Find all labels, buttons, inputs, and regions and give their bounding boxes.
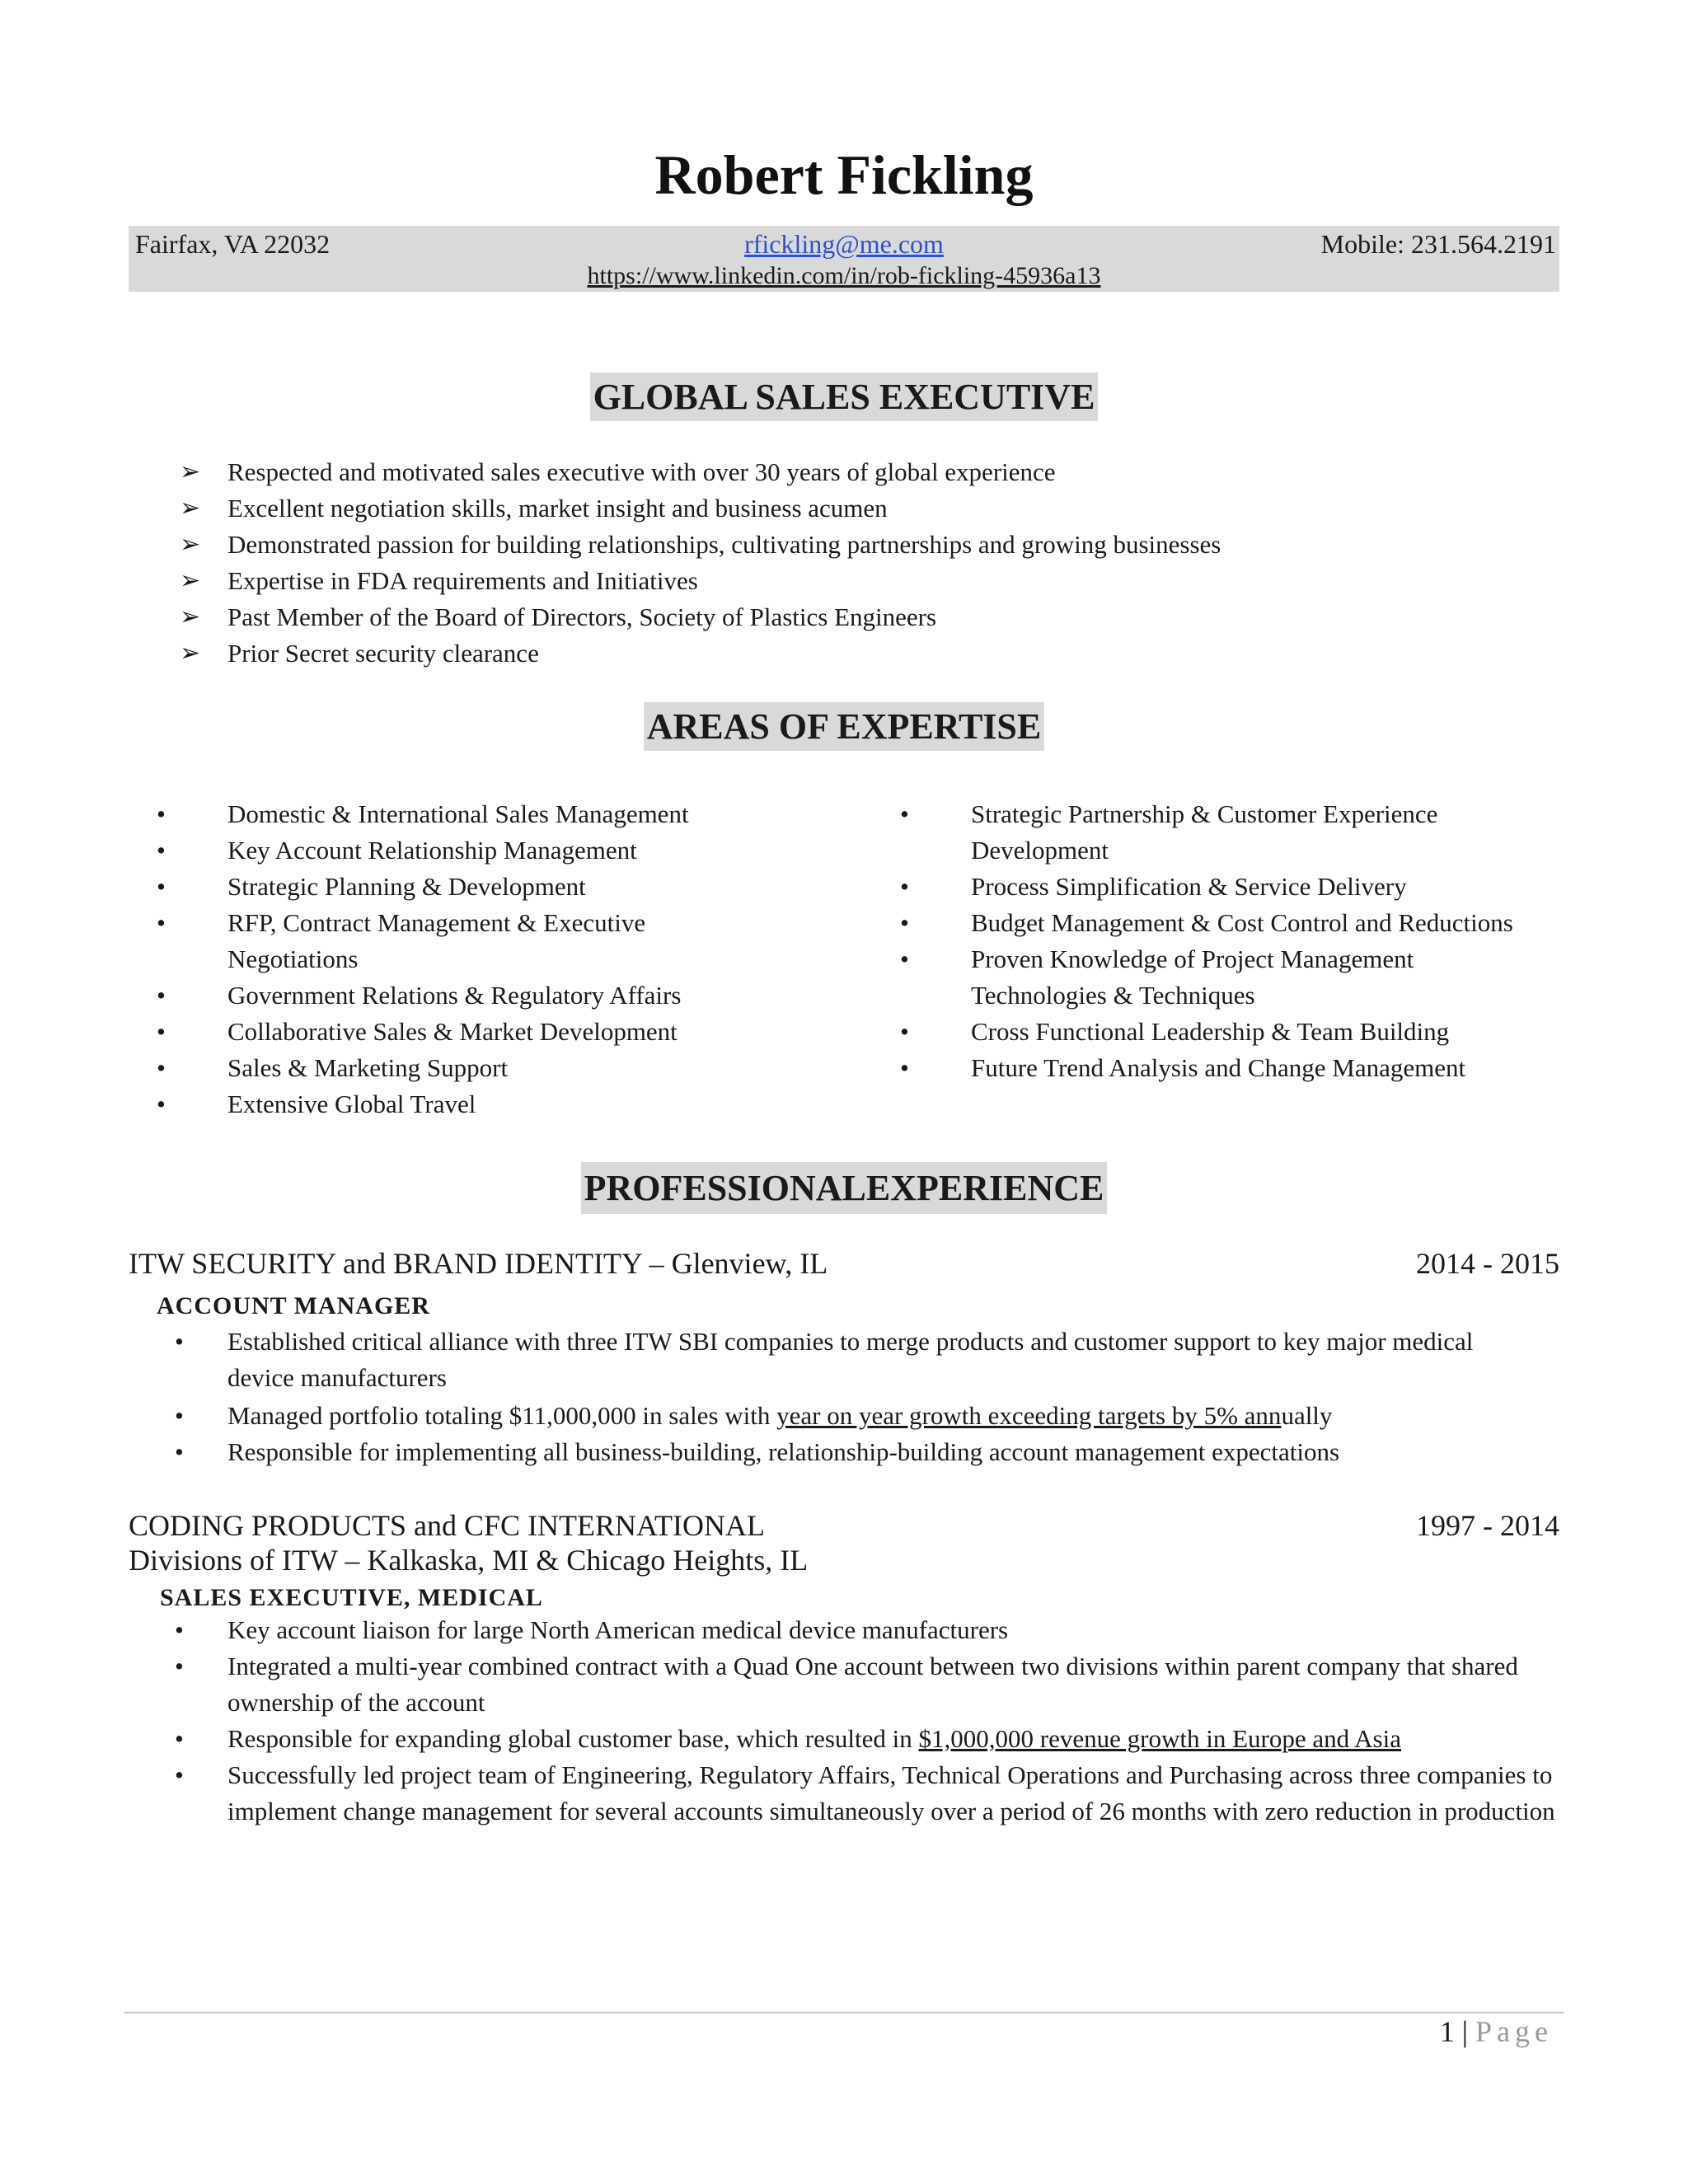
bullet-dot: •	[175, 1760, 184, 1789]
page-label: Page	[1475, 2015, 1553, 2048]
bullet-dot: •	[175, 1437, 184, 1466]
bullet-dot: •	[157, 981, 166, 1010]
job-bullet-text: Established critical alliance with three ITW SBI companies to merge products and customer support to key major medical device manufacturers	[227, 1327, 1474, 1392]
summary-item-text: Demonstrated passion for building relationships, cultivating partnerships and growing businesses	[227, 530, 1221, 559]
bullet-dot: •	[157, 1017, 166, 1046]
job-bullet-text: Key account liaison for large North American medical device manufacturers	[227, 1615, 1009, 1644]
bullet-dot: •	[900, 908, 909, 937]
company-name: CODING PRODUCTS and CFC INTERNATIONAL	[129, 1509, 766, 1542]
job-bullet-text	[227, 1721, 1559, 1757]
experience-heading-e: E	[865, 1168, 891, 1208]
expertise-heading: AREAS OF EXPERTISE	[644, 702, 1044, 751]
bullet-dot: •	[175, 1615, 184, 1644]
job-bullet-text-part: Managed portfolio totaling $11,000,000 in sales with	[227, 1401, 777, 1430]
bullet-dot: •	[157, 908, 166, 937]
location-text: Fairfax, VA 22032	[135, 229, 331, 259]
job-bullet-text: Successfully led project team of Engineering, Regulatory Affairs, Technical Operations and Purchasing across three companies to implement change management for several accounts simultaneously over a period of 26 months with zero reduction in production	[227, 1760, 1555, 1825]
page-separator: |	[1461, 2015, 1469, 2048]
job-bullet-text	[227, 1398, 1559, 1434]
bullet-dot: •	[175, 1401, 184, 1430]
job-bullet-underlined: $1,000,000 revenue growth in Europe and Asia	[918, 1724, 1401, 1753]
contact-bar	[129, 226, 1559, 292]
arrowhead-bullet-icon: ➢	[180, 494, 201, 522]
job-title: ACCOUNT MANAGER	[157, 1292, 430, 1319]
mobile-number: Mobile: 231.564.2191	[1320, 229, 1556, 259]
bullet-dot: •	[157, 799, 166, 828]
job-dates: 1997 - 2014	[1416, 1509, 1559, 1542]
expertise-item-text: Strategic Partnership & Customer Experience Development	[971, 799, 1438, 865]
experience-heading-rest1: ROFESSIONAL	[606, 1168, 866, 1208]
expertise-item-text: Proven Knowledge of Project Management Technologies & Techniques	[971, 944, 1414, 1010]
expertise-item-text: Collaborative Sales & Market Development	[227, 1017, 678, 1046]
division-line	[129, 1543, 1559, 1577]
job-bullet-text-part: ually	[1281, 1401, 1333, 1430]
job-bullet-text: Responsible for implementing all business-building, relationship-building account management expectations	[227, 1437, 1340, 1466]
expertise-item-text: Domestic & International Sales Management	[227, 799, 689, 828]
experience-heading	[581, 1162, 1108, 1214]
expertise-item-text: Government Relations & Regulatory Affairs	[227, 981, 682, 1010]
bullet-dot: •	[157, 836, 166, 865]
bullet-dot: •	[157, 872, 166, 901]
bullet-dot: •	[900, 944, 909, 973]
expertise-item-text: Sales & Marketing Support	[227, 1053, 509, 1082]
bullet-dot: •	[157, 1053, 166, 1082]
expertise-heading-container	[0, 702, 1688, 751]
summary-heading: GLOBAL SALES EXECUTIVE	[590, 373, 1099, 421]
footer-divider	[124, 2012, 1564, 2013]
experience-heading-p: P	[584, 1168, 607, 1208]
job-bullet-text: Integrated a multi-year combined contract with a Quad One account between two divisions within parent company that shared ownership of the account	[227, 1652, 1518, 1717]
bullet-dot: •	[157, 1090, 166, 1118]
summary-item-text: Respected and motivated sales executive with over 30 years of global experience	[227, 457, 1056, 486]
bullet-dot: •	[175, 1724, 184, 1753]
candidate-name: Robert Fickling	[654, 143, 1034, 206]
job-header	[129, 1508, 1559, 1543]
summary-heading-container	[0, 373, 1688, 421]
summary-item-text: Excellent negotiation skills, market insight and business acumen	[227, 494, 888, 523]
linkedin-link[interactable]: https://www.linkedin.com/in/rob-fickling-45936a13	[587, 262, 1101, 289]
bullet-dot: •	[900, 1053, 909, 1082]
email-link[interactable]: rfickling@me.com	[744, 229, 944, 259]
expertise-item-text: Key Account Relationship Management	[227, 836, 637, 865]
arrowhead-bullet-icon: ➢	[180, 603, 201, 630]
division-text: Divisions of ITW – Kalkaska, MI & Chicago Heights, IL	[129, 1544, 809, 1577]
job-dates: 2014 - 2015	[1416, 1247, 1559, 1280]
job-title: SALES EXECUTIVE, MEDICAL	[160, 1584, 543, 1611]
summary-item-text: Expertise in FDA requirements and Initiatives	[227, 566, 698, 595]
arrowhead-bullet-icon: ➢	[180, 531, 201, 558]
job-header	[129, 1246, 1559, 1281]
expertise-item-text: Budget Management & Cost Control and Reductions	[971, 908, 1513, 937]
expertise-item-text: RFP, Contract Management & Executive Negotiations	[227, 908, 646, 973]
company-name: ITW SECURITY and BRAND IDENTITY – Glenview, IL	[129, 1247, 828, 1280]
bullet-dot: •	[175, 1327, 184, 1356]
experience-heading-container	[0, 1162, 1688, 1214]
arrowhead-bullet-icon: ➢	[180, 640, 201, 667]
expertise-item-text: Future Trend Analysis and Change Management	[971, 1053, 1466, 1082]
experience-heading-rest2: XPERIENCE	[890, 1168, 1104, 1208]
page-number	[1440, 2014, 1553, 2049]
summary-item-text: Prior Secret security clearance	[227, 639, 539, 668]
expertise-item-text: Extensive Global Travel	[227, 1090, 476, 1118]
expertise-item-text: Process Simplification & Service Delivery	[971, 872, 1407, 901]
summary-item-text: Past Member of the Board of Directors, Society of Plastics Engineers	[227, 602, 937, 631]
bullet-dot: •	[900, 799, 909, 828]
expertise-item-text: Cross Functional Leadership & Team Building	[971, 1017, 1450, 1046]
job-bullet-text-part: Responsible for expanding global customer base, which resulted in	[227, 1724, 919, 1753]
arrowhead-bullet-icon: ➢	[180, 567, 201, 594]
arrowhead-bullet-icon: ➢	[180, 458, 201, 485]
bullet-dot: •	[175, 1652, 184, 1680]
bullet-dot: •	[900, 1017, 909, 1046]
page-number-value: 1	[1439, 2015, 1455, 2048]
job-bullet-underlined: year on year growth exceeding targets by 5% ann	[776, 1401, 1282, 1430]
expertise-item-text: Strategic Planning & Development	[227, 872, 586, 901]
bullet-dot: •	[900, 872, 909, 901]
